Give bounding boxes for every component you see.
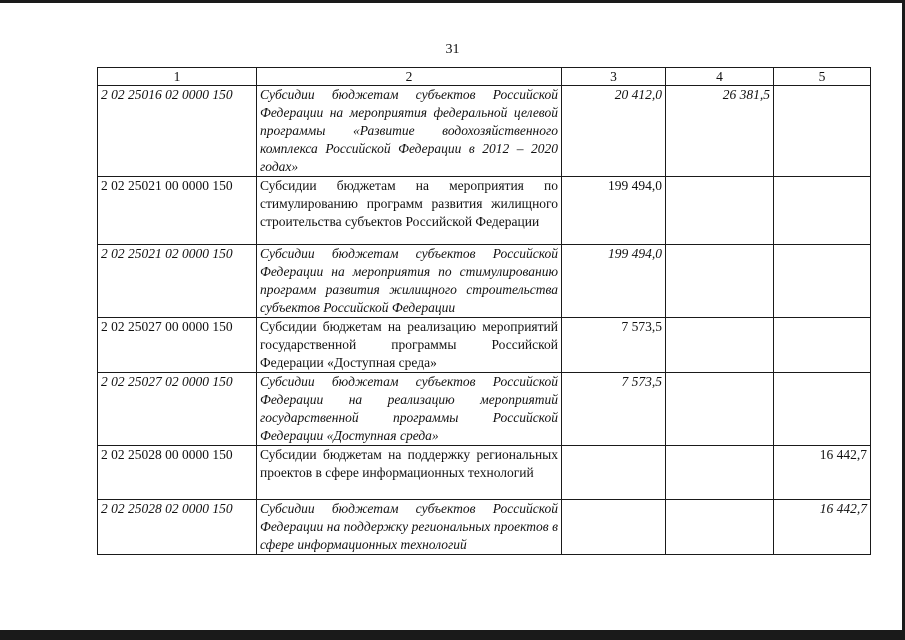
row-code: 2 02 25028 02 0000 150 (98, 500, 257, 555)
row-col5-value (774, 245, 871, 318)
header-col-5: 5 (774, 68, 871, 86)
row-col5-value: 16 442,7 (774, 446, 871, 500)
row-code: 2 02 25021 00 0000 150 (98, 177, 257, 245)
row-col3-value: 20 412,0 (562, 86, 666, 177)
row-col5-value (774, 177, 871, 245)
row-col4-value (666, 446, 774, 500)
row-col5-value (774, 318, 871, 373)
row-description: Субсидии бюджетам субъектов Российской Федерации на поддержку региональных проектов в сфере информационных технологий (257, 500, 562, 555)
row-col3-value: 7 573,5 (562, 318, 666, 373)
row-col4-value: 26 381,5 (666, 86, 774, 177)
table-row (98, 446, 871, 500)
row-col4-value (666, 500, 774, 555)
header-col-2: 2 (257, 68, 562, 86)
row-description: Субсидии бюджетам субъектов Российской Федерации на мероприятия по стимулированию программ развития жилищного строительства субъектов Российской Федерации (257, 245, 562, 318)
row-col3-value: 199 494,0 (562, 177, 666, 245)
row-code: 2 02 25027 02 0000 150 (98, 373, 257, 446)
header-col-3: 3 (562, 68, 666, 86)
table-row (98, 86, 871, 177)
header-row (98, 68, 871, 86)
row-description: Субсидии бюджетам на реализацию мероприятий государственной программы Российской Федерации «Доступная среда» (257, 318, 562, 373)
row-col4-value (666, 245, 774, 318)
header-col-1: 1 (98, 68, 257, 86)
table-row (98, 318, 871, 373)
scan-border-bottom (0, 630, 905, 640)
budget-table (97, 67, 871, 555)
header-col-4: 4 (666, 68, 774, 86)
row-col3-value (562, 500, 666, 555)
row-description: Субсидии бюджетам на поддержку региональных проектов в сфере информационных технологий (257, 446, 562, 500)
table-row (98, 177, 871, 245)
table-body (98, 86, 871, 555)
row-col5-value (774, 86, 871, 177)
scan-border-top (0, 0, 905, 3)
row-description: Субсидии бюджетам субъектов Российской Федерации на мероприятия федеральной целевой программы «Развитие водохозяйственного комплекса Российской Федерации в 2012 – 2020 годах» (257, 86, 562, 177)
table-header (98, 68, 871, 86)
row-col4-value (666, 177, 774, 245)
table-row (98, 500, 871, 555)
row-code: 2 02 25028 00 0000 150 (98, 446, 257, 500)
row-col5-value: 16 442,7 (774, 500, 871, 555)
table-row (98, 245, 871, 318)
row-code: 2 02 25021 02 0000 150 (98, 245, 257, 318)
row-code: 2 02 25027 00 0000 150 (98, 318, 257, 373)
page-number: 31 (445, 42, 460, 57)
row-col3-value: 199 494,0 (562, 245, 666, 318)
row-col5-value (774, 373, 871, 446)
row-col3-value: 7 573,5 (562, 373, 666, 446)
row-col4-value (666, 318, 774, 373)
row-col4-value (666, 373, 774, 446)
row-col3-value (562, 446, 666, 500)
table-row (98, 373, 871, 446)
row-description: Субсидии бюджетам субъектов Российской Федерации на реализацию мероприятий государственной программы Российской Федерации «Доступная среда» (257, 373, 562, 446)
row-code: 2 02 25016 02 0000 150 (98, 86, 257, 177)
row-description: Субсидии бюджетам на мероприятия по стимулированию программ развития жилищного строительства субъектов Российской Федерации (257, 177, 562, 245)
